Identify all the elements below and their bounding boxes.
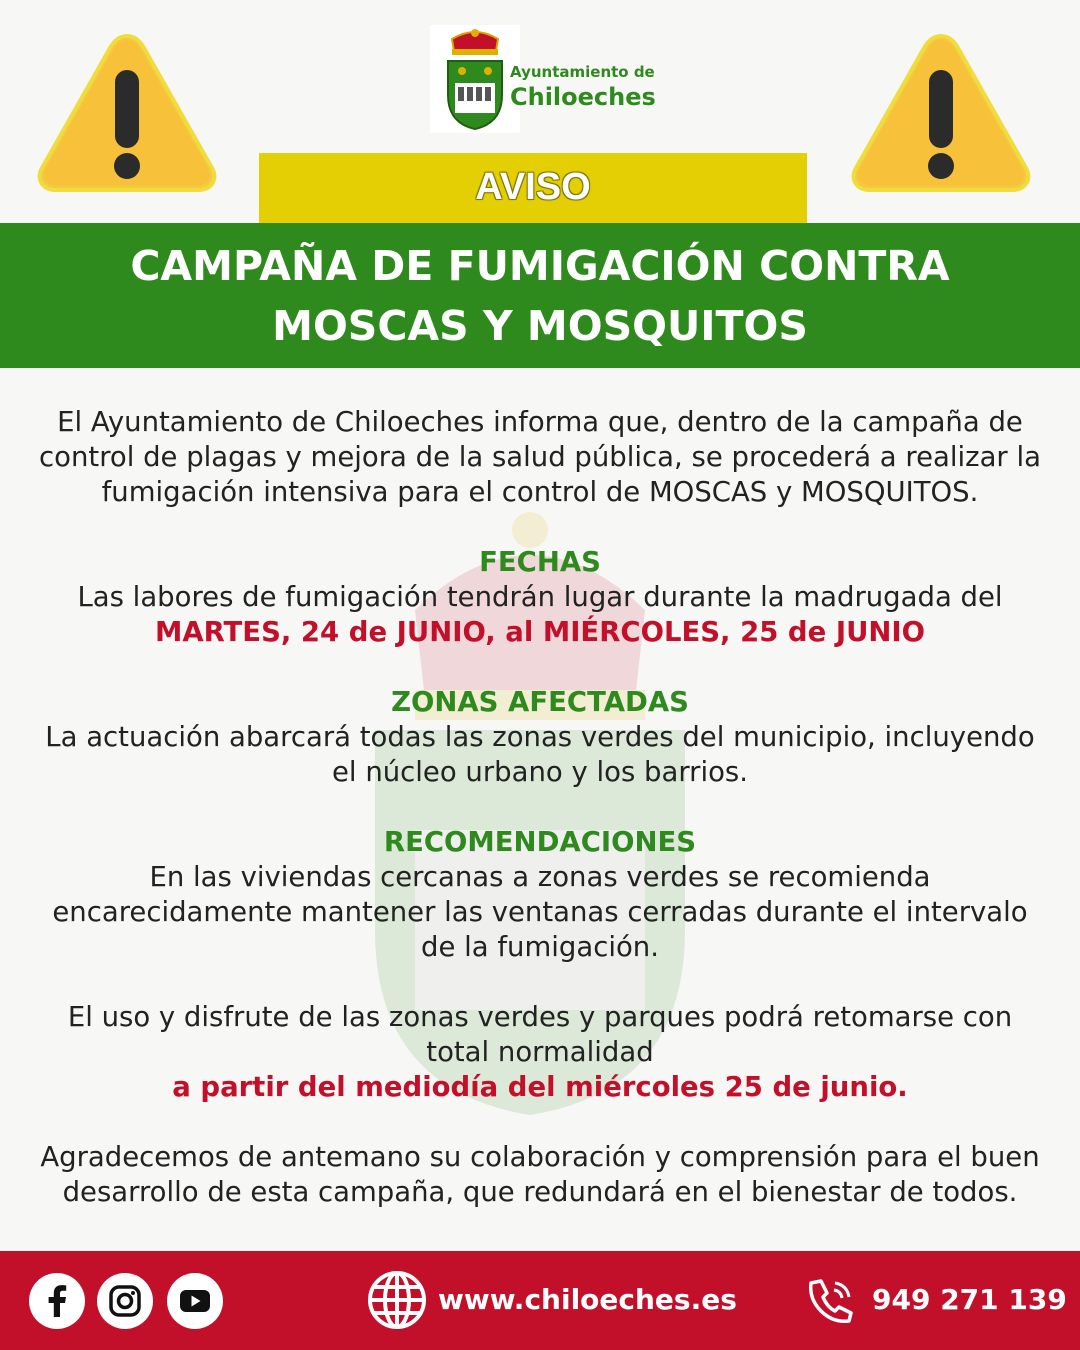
fechas-dates: MARTES, 24 de JUNIO, al MIÉRCOLES, 25 de JUNIO	[154, 616, 926, 648]
uso-line: El uso y disfrute de las zonas verdes y parques podrá retomarse con	[67, 1001, 1013, 1033]
facebook-button[interactable]	[29, 1273, 85, 1329]
recomendaciones-heading: RECOMENDACIONES	[383, 826, 697, 858]
intro-line: fumigación intensiva para el control de MOSCAS y MOSQUITOS.	[101, 476, 979, 508]
facebook-icon	[29, 1273, 85, 1329]
closing-line: desarrollo de esta campaña, que redundará en el bienestar de todos.	[62, 1176, 1018, 1208]
notice-body	[20, 405, 1060, 1210]
zonas-heading: ZONAS AFECTADAS	[391, 686, 689, 718]
warning-icon	[850, 30, 1032, 195]
title-line-2: MOSCAS Y MOSQUITOS	[272, 301, 808, 350]
zonas-line: el núcleo urbano y los barrios.	[332, 756, 748, 788]
zonas-line: La actuación abarcará todas las zonas verdes del municipio, incluyendo	[45, 721, 1035, 753]
aviso-label: AVISO	[259, 153, 807, 223]
logo-subtitle: Ayuntamiento de	[510, 63, 655, 81]
phone-number[interactable]: 949 271 139	[872, 1283, 1067, 1316]
globe-icon	[367, 1270, 427, 1330]
recomendaciones-line: En las viviendas cercanas a zonas verdes se recomienda	[149, 861, 931, 893]
fechas-text: Las labores de fumigación tendrán lugar durante la madrugada del	[77, 581, 1003, 613]
youtube-icon	[167, 1273, 223, 1329]
website-link[interactable]: www.chiloeches.es	[438, 1283, 737, 1316]
fechas-heading: FECHAS	[479, 546, 601, 578]
uso-line: total normalidad	[426, 1036, 654, 1068]
instagram-button[interactable]	[97, 1273, 153, 1329]
recomendaciones-line: encarecidamente mantener las ventanas cerradas durante el intervalo	[52, 896, 1028, 928]
warning-icon	[36, 30, 218, 195]
intro-line: El Ayuntamiento de Chiloeches informa que, dentro de la campaña de	[57, 406, 1023, 438]
closing-line: Agradecemos de antemano su colaboración y comprensión para el buen	[40, 1141, 1040, 1173]
logo-text	[510, 62, 656, 112]
recomendaciones-line: de la fumigación.	[421, 931, 659, 963]
title-line-1: CAMPAÑA DE FUMIGACIÓN CONTRA	[130, 241, 950, 290]
instagram-icon	[97, 1273, 153, 1329]
logo-title: Chiloeches	[510, 83, 656, 111]
coat-of-arms-logo	[430, 25, 520, 133]
youtube-button[interactable]	[167, 1273, 223, 1329]
intro-line: control de plagas y mejora de la salud pública, se procederá a realizar la	[39, 441, 1041, 473]
phone-icon	[807, 1277, 855, 1325]
uso-highlight: a partir del mediodía del miércoles 25 de junio.	[172, 1071, 908, 1103]
title-banner	[0, 223, 1080, 368]
